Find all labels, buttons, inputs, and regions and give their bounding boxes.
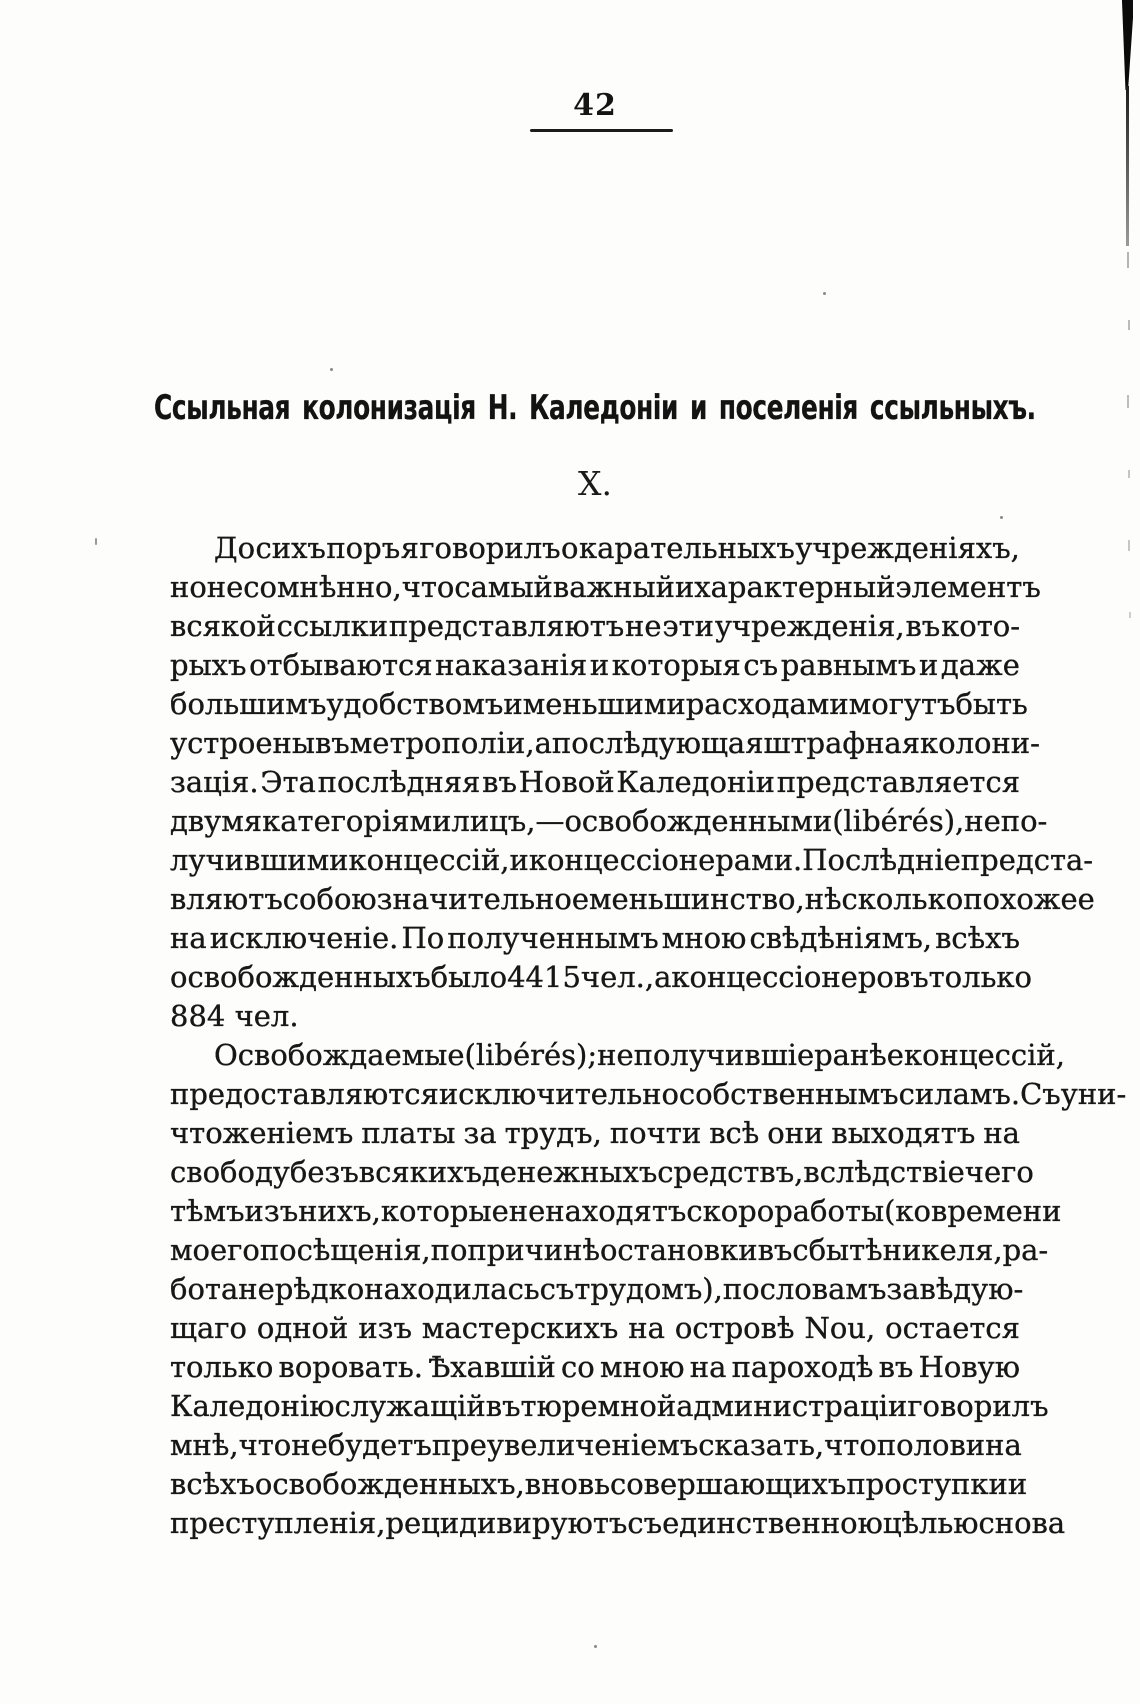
binding-mark (1120, 0, 1133, 90)
text-line: освобожденныхъ было 4415 чел., а концессіонеровъ только (170, 960, 1032, 994)
text-line: тѣмъ изъ нихъ, которые не находятъ скоро работы (ко времени (170, 1194, 1062, 1228)
text-line: свободу безъ всякихъ денежныхъ средствъ, вслѣдствіе чего (170, 1155, 1034, 1189)
paragraph (170, 1036, 1127, 1543)
scan-artifact (1128, 320, 1130, 330)
text-line: на исключеніе. По полученнымъ мною свѣдѣніямъ, всѣхъ (170, 921, 1020, 955)
paragraph (170, 529, 1095, 1036)
section-number: X. (578, 464, 612, 503)
chapter-heading-text: Ссыльная колонизація Н. Каледоніи и поселенія ссыльныхъ. (154, 388, 1036, 428)
text-line: всякой ссылки представляютъ не эти учрежденія, въ кото- (170, 609, 1020, 643)
text-line: всѣхъ освобожденныхъ, вновь совершающихъ проступки и (170, 1467, 1028, 1501)
scan-artifact (1129, 612, 1131, 618)
text-line: зація. Эта послѣдняя въ Новой Каледоніи представляется (170, 765, 1020, 799)
text-line: двумя категоріями лицъ,—освобожденными (libérés), не по- (170, 804, 1048, 838)
scan-artifact (1127, 252, 1129, 268)
text-line: щаго одной изъ мастерскихъ на островѣ Nou, остается (170, 1311, 1020, 1345)
text-line: устроены въ метрополіи, а послѣдующая штрафная колони- (170, 726, 1040, 760)
scan-artifact (1128, 540, 1130, 551)
text-line: Каледонію служащій въ тюремной администраціи говорилъ (170, 1389, 1049, 1423)
text-line: большимъ удобствомъ и меньшими расходами могутъ быть (170, 687, 1028, 721)
chapter-heading (154, 388, 1036, 428)
text-line: преступленія, рецидивируютъ съ единственною цѣлью снова (170, 1506, 1066, 1540)
text-line: лучившими концессій, и концессіонерами. Послѣдніе предста- (170, 843, 1094, 877)
body-text (170, 529, 1127, 1543)
text-line: но несомнѣнно, что самый важный и характерный элементъ (170, 570, 1041, 604)
text-line: Освобождаемые (libérés); не получившіе ранѣе концессій, (214, 1038, 1065, 1072)
scan-artifact (95, 538, 97, 545)
binding-line-artifact (1126, 86, 1129, 246)
text-line: только воровать. Ѣхавшій со мною на пароходѣ въ Новую (170, 1350, 1020, 1384)
page-number: 42 (573, 88, 617, 123)
scan-artifact (1128, 470, 1130, 478)
header-rule (530, 129, 673, 132)
text-line: чтоженіемъ платы за трудъ, почти всѣ они выходятъ на (170, 1116, 1020, 1150)
scan-artifact (823, 292, 826, 295)
text-line: бота нерѣдко находилась съ трудомъ), по словамъ завѣдую- (170, 1272, 1024, 1306)
text-line: мнѣ, что не будетъ преувеличеніемъ сказать, что половина (170, 1428, 1022, 1462)
text-line: рыхъ отбываются наказанія и которыя съ равнымъ и даже (170, 648, 1020, 682)
scan-artifact (594, 1645, 597, 1648)
scan-artifact (1000, 516, 1003, 519)
scan-artifact (1127, 395, 1129, 408)
scan-artifact (330, 368, 333, 371)
text-line: До сихъ поръ я говорилъ о карательныхъ учрежденіяхъ, (214, 531, 1020, 565)
text-line: 884 чел. (170, 999, 299, 1033)
text-line: предоставляются исключительно собственнымъ силамъ. Съ уни- (170, 1077, 1127, 1111)
text-line: вляютъ собою значительное меньшинство, нѣсколько похожее (170, 882, 1095, 916)
text-line: моего посѣщенія, по причинѣ остановки въ сбытѣ никеля, ра- (170, 1233, 1049, 1267)
